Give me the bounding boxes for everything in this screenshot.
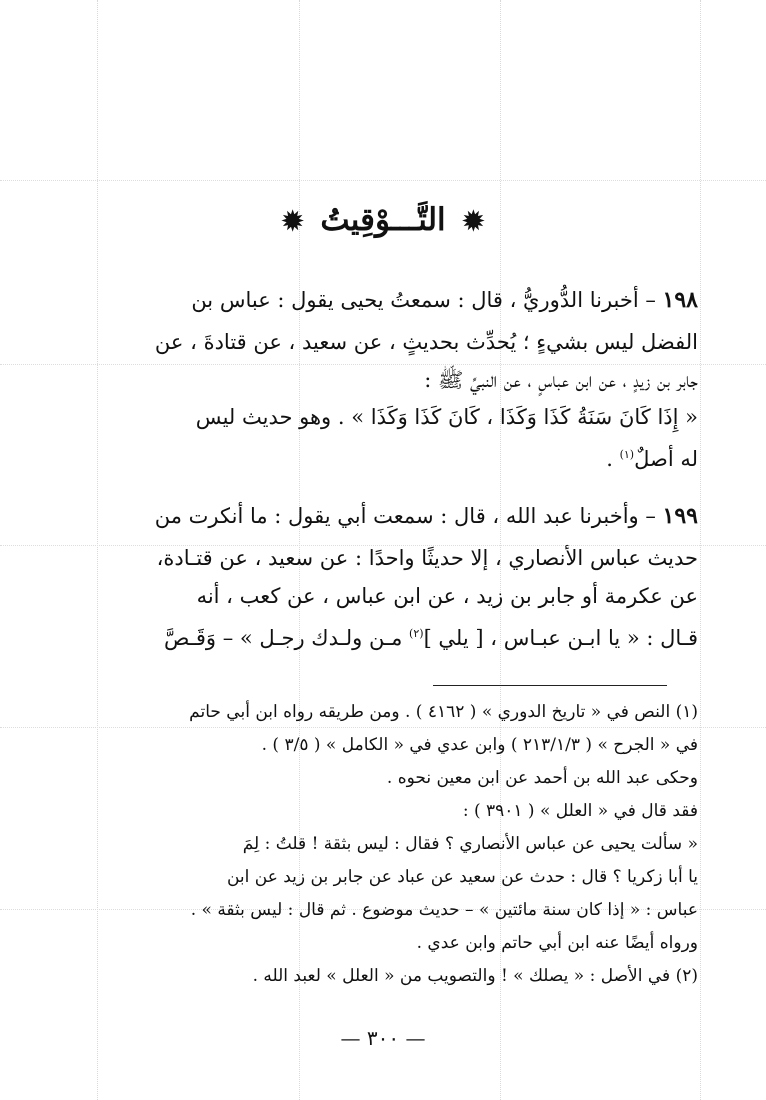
entry-line: « إِذَا كَانَ سَنَةُ كَذَا وَكَذَا ، كَانَ كَذَا وَكَذَا » . وهو حديث ليس [195,405,698,429]
star-ornament-icon: ✹ [462,207,485,237]
footnote-line: وحكى عبد الله بن أحمد عن ابن معين نحوه . [386,768,698,788]
footnote-line: (٢) في الأصل : « يصلك » ! والتصويب من « العلل » لعبد الله . [252,966,698,986]
entry-text: له أصلٌ [634,447,698,471]
footnote-line: ورواه أيضًا عنه ابن أبي حاتم وابن عدي . [416,933,698,953]
entry-text: قـال : « يا ابـن عبـاس ، [ يلي ] [423,626,698,650]
entry-line [74,441,698,473]
chapter-title [0,202,766,238]
chapter-title-text: التَّـــوْقِيتُ [320,202,446,238]
footnote-line: يا أبا زكريا ؟ قال : حدث عن سعيد عن عباد عن جابر بن زيد عن ابن [226,867,698,887]
entry-line: جابر بن زيدٍ ، عن ابن عباسٍ ، عن النبيِّ ﷺ : [424,368,698,392]
entry-text: مـن ولـدك رجـل » – وَقَـصَّ [163,626,410,650]
footnote-divider [433,685,667,686]
footnote-line: في « الجرح » ( ٢١٣/١/٣ ) وابن عدي في « الكامل » ( ٣/٥ ) . [261,735,698,755]
footnote-line: عباس : « إذا كان سنة مائتين » – حديث موضوع . ثم قال : ليس بثقة » . [190,900,698,920]
entry-line: الفضل ليس بشيءٍ ؛ يُحدِّث بحديثٍ ، عن سعيد ، عن قتادةَ ، عن [154,330,698,354]
entry-number: ١٩٨ [662,287,698,313]
guide-line [0,180,766,181]
entry-number: ١٩٩ [662,503,698,529]
page-number: — ٣٠٠ — [340,1026,426,1050]
entry-line [74,620,698,652]
entry-line: عن عكرمة أو جابر بن زيد ، عن ابن عباس ، عن كعب ، أنه [196,584,698,608]
entry-199 [74,502,698,672]
entry-line [74,502,698,530]
entry-text: – أخبرنا الدُّوريُّ ، قال : سمعتُ يحيى يقول : عباس بن [191,288,656,312]
footnote-line: « سألت يحيى عن عباس الأنصاري ؟ فقال : ليس بثقة ! قلتُ : لِمَ [242,834,698,854]
entry-198 [74,286,698,496]
footnote-line: فقد قال في « العلل » ( ٣٩٠١ ) : [462,801,698,821]
entry-line: حديث عباس الأنصاري ، إلا حديثًا واحدًا : عن سعيد ، عن قتـادة، [156,546,698,570]
entry-line [74,286,698,314]
footnote-line: (١) النص في « تاريخ الدوري » ( ٤١٦٢ ) . ومن طريقه رواه ابن أبي حاتم [189,702,698,722]
footnotes [74,700,698,1000]
footnote-marker[interactable]: (١) [619,448,635,461]
footnote-marker[interactable]: (٢) [409,627,424,640]
entry-text: . [606,447,620,471]
entry-text: – وأخبرنا عبد الله ، قال : سمعت أبي يقول : ما أنكرت من [154,504,656,528]
star-ornament-icon: ✹ [281,207,304,237]
guide-line [700,0,701,1100]
